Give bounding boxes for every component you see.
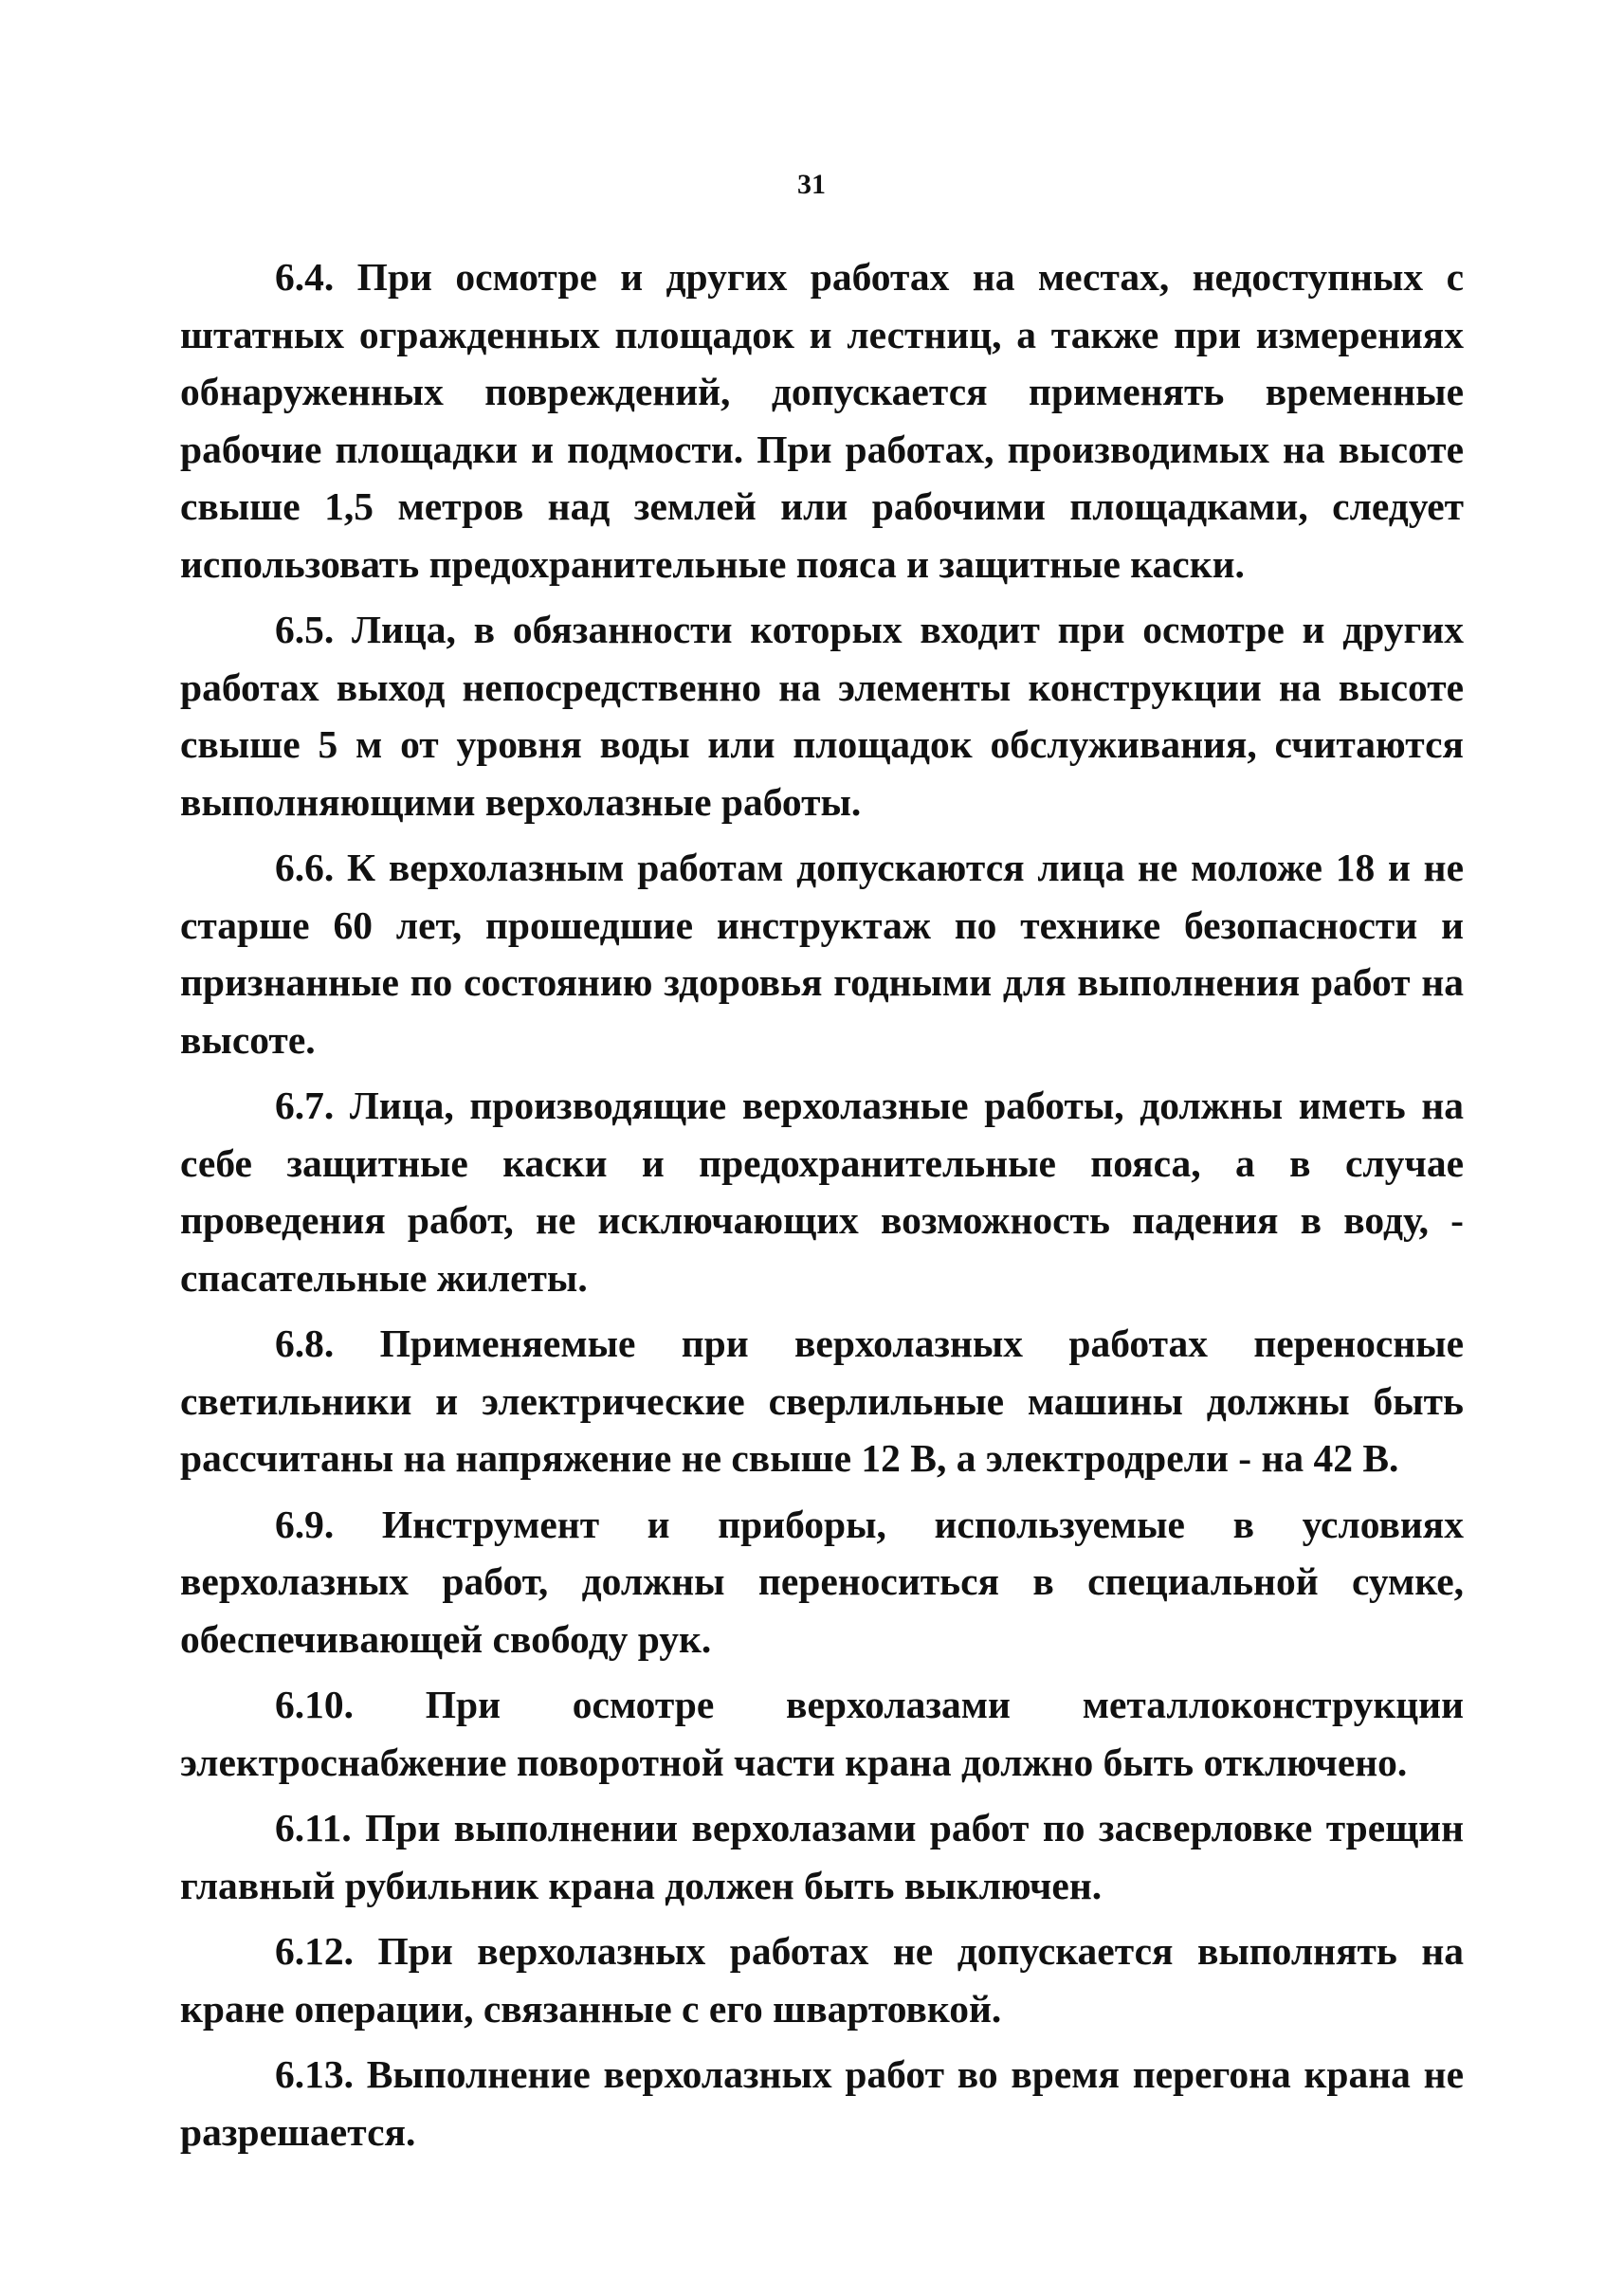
- paragraph-6-8: 6.8. Применяемые при верхолазных работах переносные светильники и электрические сверлильные машины должны быть рассчитаны на напряжение не свыше 12 В, а электродрели - на 42 В.: [180, 1321, 1464, 1480]
- paragraph-6-4: 6.4. При осмотре и других работах на местах, недоступных с штатных огражденных площадок и лестниц, а также при измерениях обнаруженных повреждений, допускается применять временные рабочие площадки и подмости. При работах, производимых на высоте свыше 1,5 метров над землей или рабочими площадками, следует использовать предохранительные пояса и защитные каски.: [180, 255, 1464, 586]
- paragraph-6-9: 6.9. Инструмент и приборы, используемые в условиях верхолазных работ, должны переноситься в специальной сумке, обеспечивающей свободу рук.: [180, 1502, 1464, 1661]
- paragraph-6-6: 6.6. К верхолазным работам допускаются лица не моложе 18 и не старше 60 лет, прошедшие инструктаж по технике безопасности и признанные по состоянию здоровья годными для выполнения работ на высоте.: [180, 846, 1464, 1062]
- paragraph-6-5: 6.5. Лица, в обязанности которых входит при осмотре и других работах выход непосредственно на элементы конструкции на высоте свыше 5 м от уровня воды или площадок обслуживания, считаются выполняющими верхолазные работы.: [180, 608, 1464, 824]
- paragraph-6-7: 6.7. Лица, производящие верхолазные работы, должны иметь на себе защитные каски и предохранительные пояса, а в случае проведения работ, не исключающих возможность падения в воду, - спасательные жилеты.: [180, 1084, 1464, 1300]
- document-body: [180, 248, 1464, 2169]
- paragraph-6-11: 6.11. При выполнении верхолазами работ по засверловке трещин главный рубильник крана должен быть выключен.: [180, 1806, 1464, 1907]
- paragraph-6-13: 6.13. Выполнение верхолазных работ во время перегона крана не разрешается.: [180, 2052, 1464, 2154]
- paragraph-6-10: 6.10. При осмотре верхолазами металлоконструкции электроснабжение поворотной части крана должно быть отключено.: [180, 1683, 1464, 1784]
- paragraph-6-12: 6.12. При верхолазных работах не допускается выполнять на кране операции, связанные с его швартовкой.: [180, 1929, 1464, 2031]
- page-number: 31: [797, 169, 826, 200]
